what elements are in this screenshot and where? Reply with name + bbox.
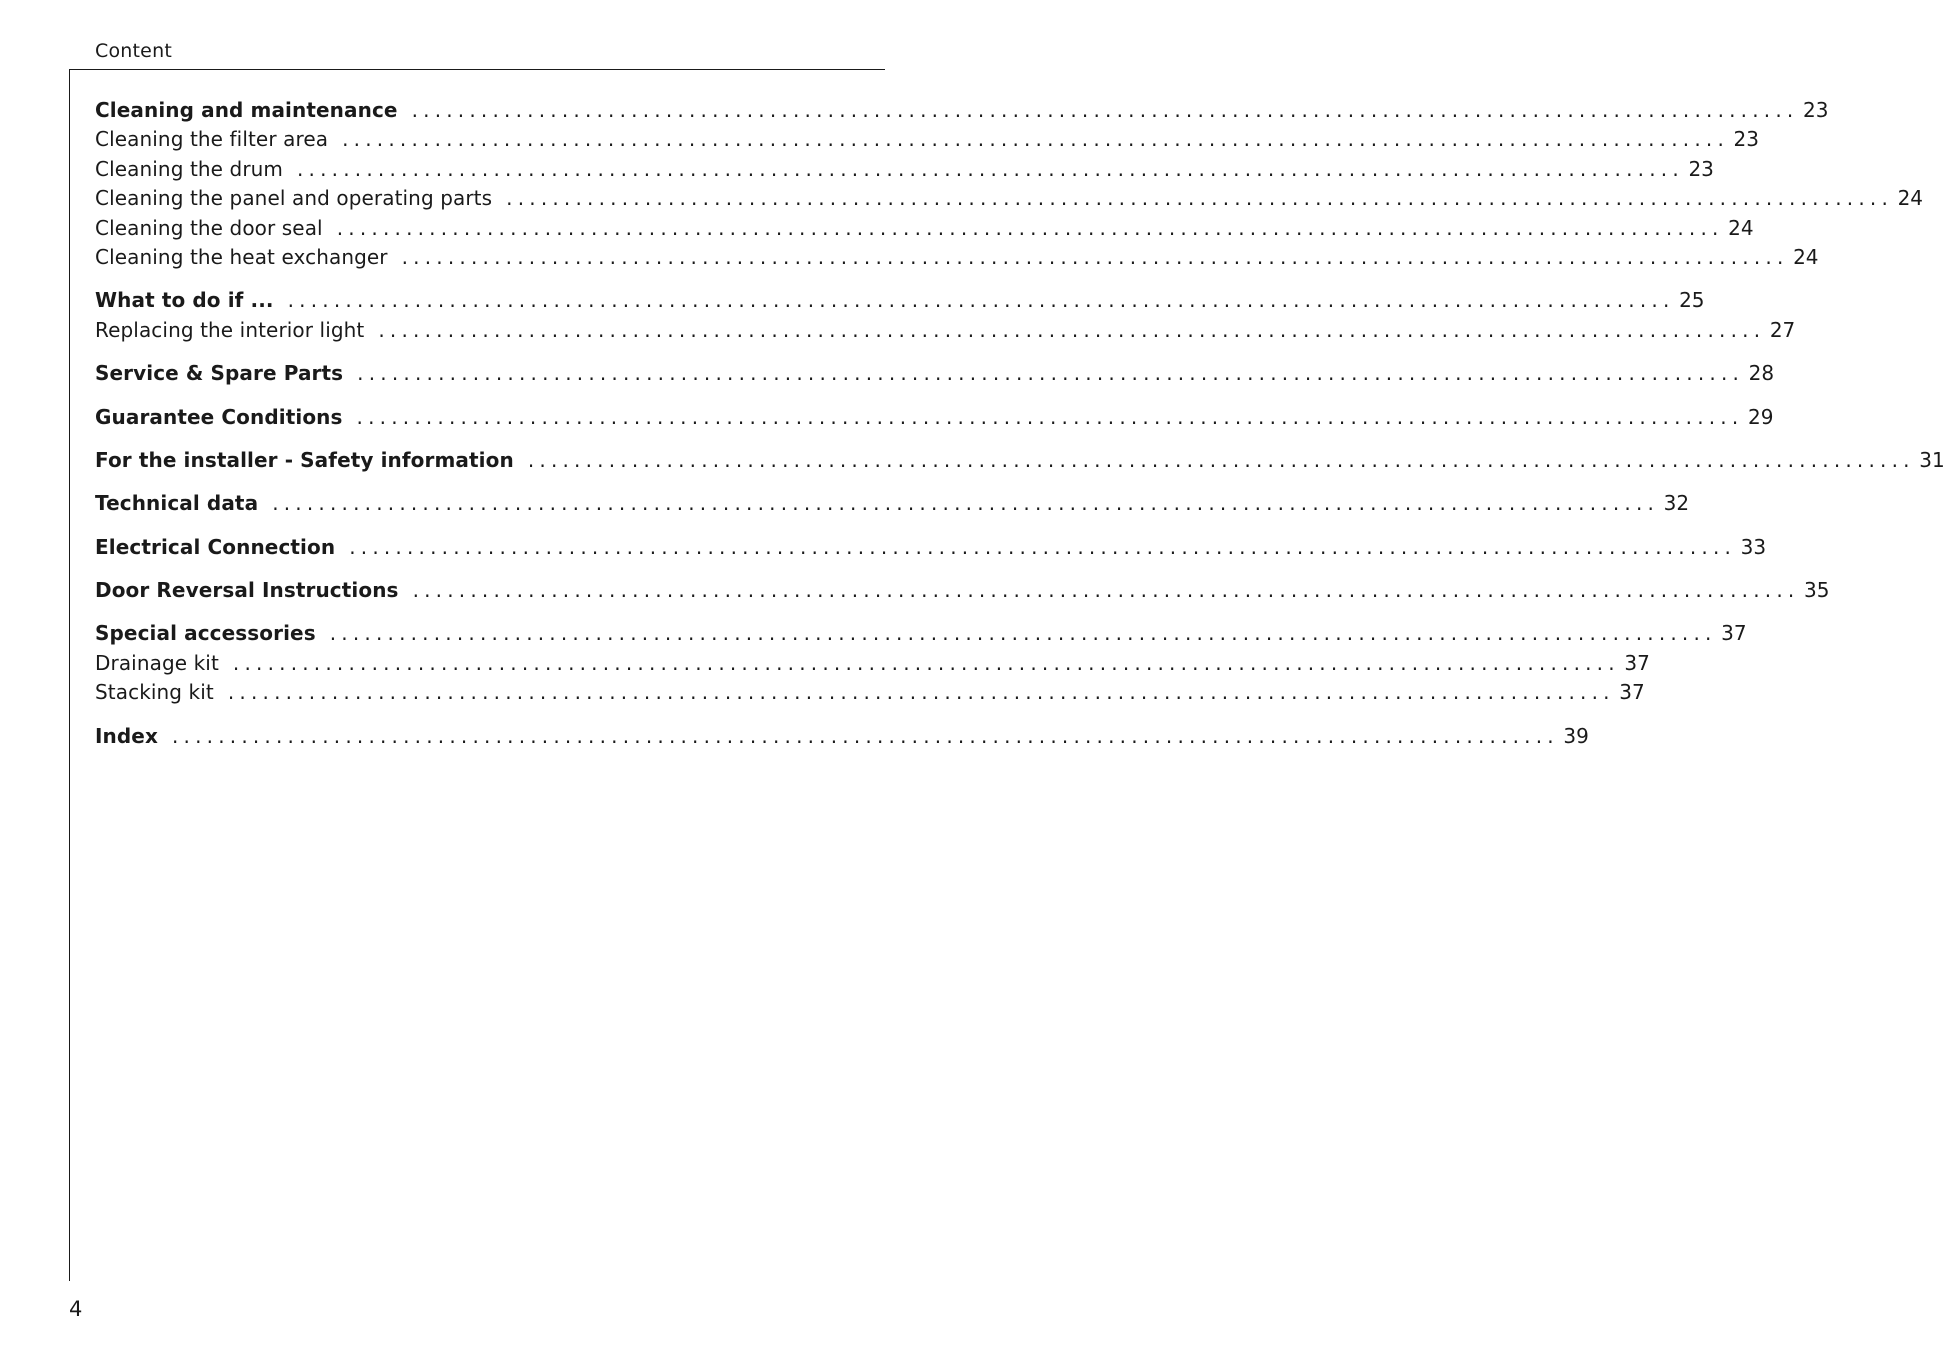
page-number: 4 xyxy=(69,1297,83,1321)
toc-group xyxy=(95,489,1690,518)
toc-entry-title: Drainage kit xyxy=(95,650,219,675)
toc-chapter-entry[interactable] xyxy=(95,446,1945,475)
toc-entry-title: Cleaning and maintenance xyxy=(95,98,398,122)
section-header-label: Content xyxy=(95,40,172,62)
toc-group xyxy=(95,286,1796,345)
toc-dot-leader: ........................................................................................................................ xyxy=(287,288,1675,313)
toc-section-entry[interactable] xyxy=(95,649,1650,678)
header-rule xyxy=(69,69,885,70)
toc-dot-leader: ........................................................................................................................ xyxy=(227,680,1615,705)
toc-entry-page-number: 25 xyxy=(1679,288,1705,313)
toc-dot-leader: ........................................................................................................................ xyxy=(342,127,1729,152)
toc-chapter-entry[interactable] xyxy=(95,286,1705,315)
toc-dot-leader: ........................................................................................................................ xyxy=(336,215,1724,240)
toc-group xyxy=(95,96,1924,272)
toc-dot-leader: ........................................................................................................................ xyxy=(378,317,1766,342)
toc-entry-page-number: 24 xyxy=(1793,244,1819,269)
toc-chapter-entry[interactable] xyxy=(95,359,1775,388)
toc-dot-leader: ........................................................................................................................ xyxy=(506,186,1894,211)
toc-dot-leader: ........................................................................................................................ xyxy=(356,404,1744,429)
toc-section-entry[interactable] xyxy=(95,155,1714,184)
toc-section-entry[interactable] xyxy=(95,243,1819,272)
toc-chapter-entry[interactable] xyxy=(95,489,1690,518)
toc-group xyxy=(95,619,1747,707)
toc-entry-title: For the installer - Safety information xyxy=(95,447,514,472)
toc-entry-page-number: 23 xyxy=(1803,98,1829,122)
toc-entry-page-number: 31 xyxy=(1919,447,1945,472)
toc-entry-page-number: 37 xyxy=(1721,621,1747,646)
toc-group xyxy=(95,722,1589,751)
toc-entry-page-number: 37 xyxy=(1624,650,1650,675)
toc-entry-title: Cleaning the door seal xyxy=(95,215,323,240)
toc-entry-page-number: 23 xyxy=(1733,127,1759,152)
toc-entry-title: Cleaning the drum xyxy=(95,156,283,181)
toc-entry-title: Electrical Connection xyxy=(95,534,336,559)
toc-dot-leader: ........................................................................................................................ xyxy=(357,361,1745,386)
toc-dot-leader: ........................................................................................................................ xyxy=(297,156,1684,181)
toc-entry-page-number: 35 xyxy=(1804,578,1830,603)
toc-entry-page-number: 39 xyxy=(1563,723,1589,748)
toc-chapter-entry[interactable] xyxy=(95,403,1774,432)
toc-entry-title: What to do if ... xyxy=(95,288,274,313)
toc-entry-page-number: 28 xyxy=(1748,361,1775,386)
toc-entry-title: Technical data xyxy=(95,491,259,516)
toc-section-entry[interactable] xyxy=(95,678,1645,707)
toc-dot-leader: ........................................................................................................................ xyxy=(171,723,1559,748)
toc-entry-page-number: 24 xyxy=(1897,186,1924,211)
toc-dot-leader: ........................................................................................................................ xyxy=(329,621,1717,646)
toc-dot-leader: ........................................................................................................................ xyxy=(527,447,1915,472)
toc-group xyxy=(95,446,1945,475)
table-of-contents xyxy=(95,96,1945,765)
toc-dot-leader: ........................................................................................................................ xyxy=(411,98,1799,122)
toc-chapter-entry[interactable] xyxy=(95,576,1830,605)
toc-dot-leader: ........................................................................................................................ xyxy=(401,244,1789,269)
toc-chapter-entry[interactable] xyxy=(95,96,1829,125)
toc-entry-title: Replacing the interior light xyxy=(95,317,365,342)
toc-group xyxy=(95,403,1774,432)
toc-group xyxy=(95,533,1767,562)
toc-dot-leader: ........................................................................................................................ xyxy=(232,650,1620,675)
toc-group xyxy=(95,359,1775,388)
toc-dot-leader: ........................................................................................................................ xyxy=(412,578,1800,603)
toc-chapter-entry[interactable] xyxy=(95,619,1747,648)
toc-section-entry[interactable] xyxy=(95,125,1759,154)
toc-dot-leader: ........................................................................................................................ xyxy=(272,491,1660,516)
toc-entry-page-number: 33 xyxy=(1740,534,1767,559)
toc-section-entry[interactable] xyxy=(95,214,1754,243)
toc-chapter-entry[interactable] xyxy=(95,533,1767,562)
toc-entry-page-number: 37 xyxy=(1619,680,1645,705)
toc-entry-title: Cleaning the heat exchanger xyxy=(95,244,388,269)
toc-entry-page-number: 27 xyxy=(1769,317,1796,342)
toc-entry-page-number: 29 xyxy=(1747,404,1774,429)
toc-entry-title: Guarantee Conditions xyxy=(95,404,343,429)
toc-entry-title: Stacking kit xyxy=(95,680,214,705)
toc-section-entry[interactable] xyxy=(95,184,1924,213)
toc-group xyxy=(95,576,1830,605)
toc-entry-page-number: 23 xyxy=(1688,156,1714,181)
toc-entry-page-number: 24 xyxy=(1728,215,1754,240)
toc-entry-title: Index xyxy=(95,723,158,748)
margin-rule xyxy=(69,69,70,1281)
toc-dot-leader: ........................................................................................................................ xyxy=(349,534,1737,559)
toc-entry-page-number: 32 xyxy=(1663,491,1690,516)
toc-entry-title: Service & Spare Parts xyxy=(95,361,344,386)
toc-entry-title: Cleaning the filter area xyxy=(95,127,329,152)
toc-entry-title: Door Reversal Instructions xyxy=(95,578,399,603)
toc-entry-title: Special accessories xyxy=(95,621,316,646)
toc-section-entry[interactable] xyxy=(95,316,1796,345)
toc-entry-title: Cleaning the panel and operating parts xyxy=(95,186,493,211)
toc-chapter-entry[interactable] xyxy=(95,722,1589,751)
